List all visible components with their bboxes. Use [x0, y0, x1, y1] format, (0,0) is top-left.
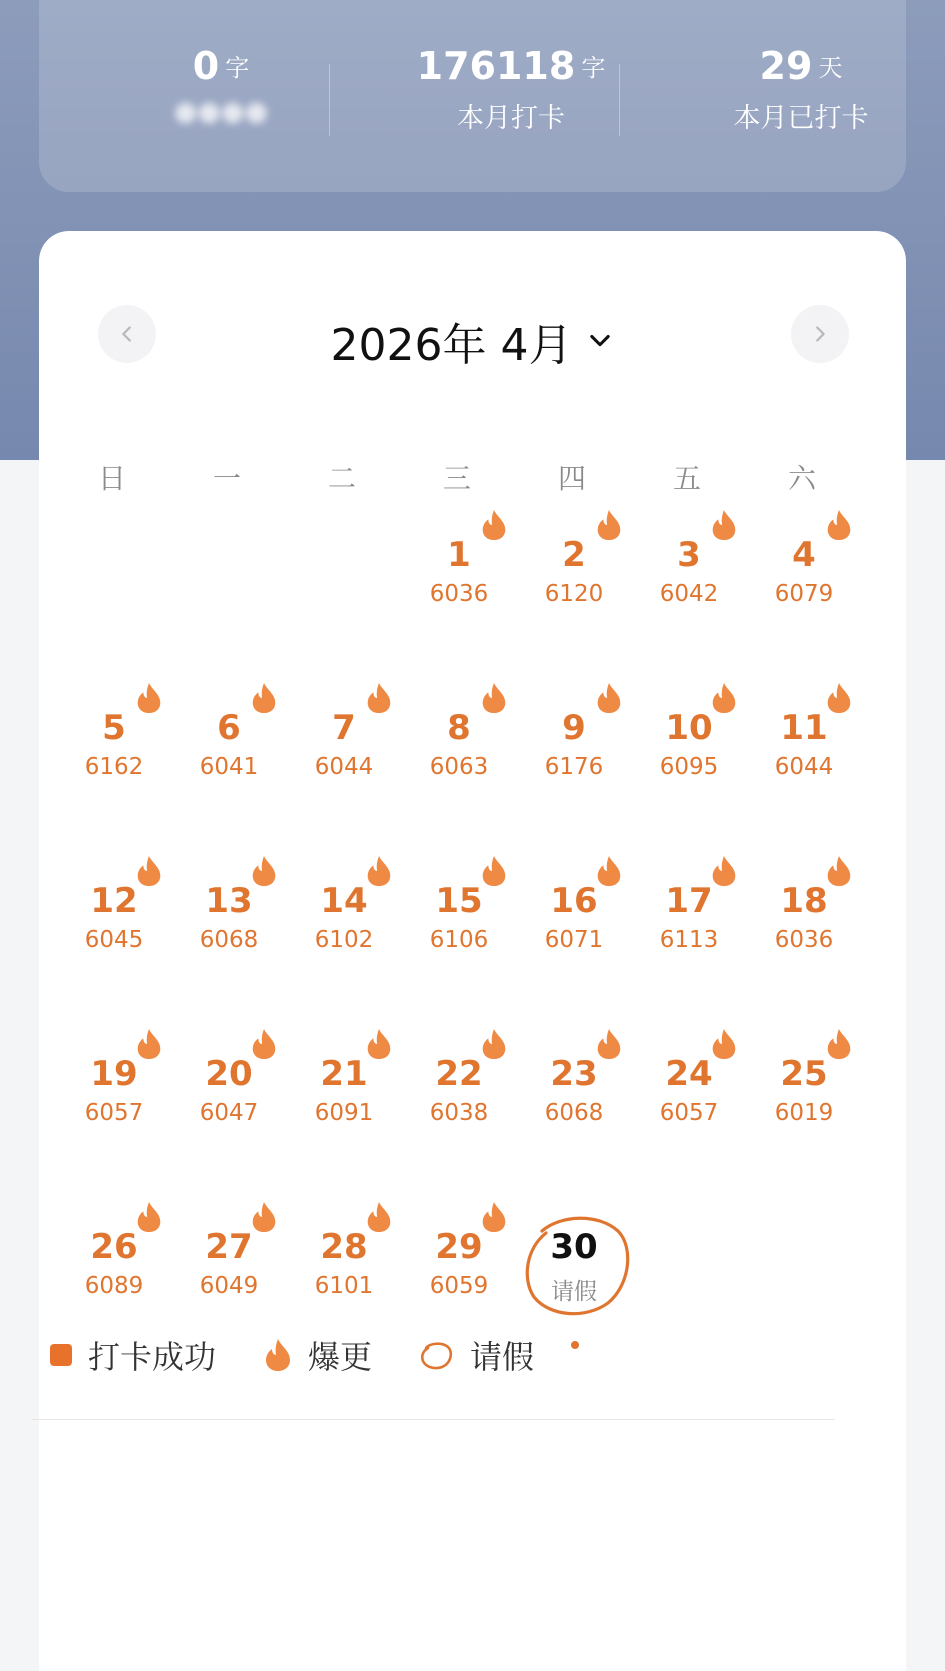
day-number: 21 — [320, 1054, 368, 1094]
legend — [50, 1330, 582, 1380]
flame-icon — [595, 509, 623, 541]
flame-icon — [365, 682, 393, 714]
calendar-day[interactable] — [172, 682, 286, 812]
day-word-count: 6101 — [314, 1273, 374, 1299]
calendar-day[interactable] — [747, 509, 861, 639]
calendar-day-today[interactable] — [517, 1201, 631, 1331]
calendar-day[interactable] — [287, 1028, 401, 1158]
calendar-day[interactable] — [632, 509, 746, 639]
day-number: 10 — [665, 708, 713, 748]
calendar-day[interactable] — [287, 682, 401, 812]
flame-icon — [250, 855, 278, 887]
day-number: 17 — [665, 881, 713, 921]
day-word-count: 6038 — [429, 1100, 489, 1126]
day-number: 11 — [780, 708, 828, 748]
day-number: 24 — [665, 1054, 713, 1094]
day-number: 12 — [90, 881, 138, 921]
flame-icon — [250, 682, 278, 714]
next-month-button[interactable] — [791, 305, 849, 363]
day-word-count: 6044 — [314, 754, 374, 780]
flame-icon — [365, 855, 393, 887]
calendar-day[interactable] — [57, 682, 171, 812]
calendar-day[interactable] — [172, 1028, 286, 1158]
summary-value: 29 — [759, 44, 813, 88]
flame-icon — [135, 1201, 163, 1233]
day-number: 18 — [780, 881, 828, 921]
day-number: 13 — [205, 881, 253, 921]
calendar-day[interactable] — [747, 682, 861, 812]
calendar-day[interactable] — [287, 855, 401, 985]
day-number: 14 — [320, 881, 368, 921]
flame-icon — [135, 1028, 163, 1060]
flame-icon — [135, 855, 163, 887]
day-word-count: 6071 — [544, 927, 604, 953]
summary-unit: 天 — [818, 54, 843, 82]
day-word-count: 6041 — [199, 754, 259, 780]
weekday-label: 二 — [327, 462, 356, 495]
calendar-day[interactable] — [172, 855, 286, 985]
flame-icon — [710, 855, 738, 887]
day-word-count: 6089 — [84, 1273, 144, 1299]
flame-icon — [595, 682, 623, 714]
bottom-divider — [32, 1419, 835, 1420]
day-number: 26 — [90, 1227, 138, 1267]
day-word-count: 6095 — [659, 754, 719, 780]
weekday-label: 五 — [672, 462, 701, 495]
summary-card — [39, 0, 906, 192]
flame-icon — [480, 682, 508, 714]
summary-month-days — [656, 44, 945, 135]
month-selector[interactable] — [39, 309, 906, 373]
day-word-count: 6059 — [429, 1273, 489, 1299]
calendar-card — [39, 231, 906, 1671]
day-word-count: 6113 — [659, 927, 719, 953]
flame-icon — [250, 1028, 278, 1060]
flame-icon — [710, 682, 738, 714]
summary-divider — [619, 64, 620, 136]
summary-today-words — [76, 44, 366, 127]
weekday-label: 六 — [787, 462, 816, 495]
calendar-day[interactable] — [57, 855, 171, 985]
weekday-header — [57, 457, 861, 497]
summary-value: 0 — [192, 44, 220, 88]
day-number: 25 — [780, 1054, 828, 1094]
day-number: 27 — [205, 1227, 253, 1267]
calendar-day[interactable] — [402, 855, 516, 985]
ring-icon — [420, 1340, 454, 1370]
flame-icon — [250, 1201, 278, 1233]
day-number: 3 — [677, 535, 701, 575]
calendar-day[interactable] — [632, 855, 746, 985]
day-word-count: 6057 — [84, 1100, 144, 1126]
flame-icon — [264, 1338, 292, 1372]
calendar-day[interactable] — [402, 509, 516, 639]
day-status: 请假 — [551, 1279, 597, 1305]
leave-ring-icon — [520, 1207, 634, 1327]
day-number: 29 — [435, 1227, 483, 1267]
calendar-day[interactable] — [517, 509, 631, 639]
legend-burst — [264, 1332, 372, 1378]
day-number: 5 — [102, 708, 126, 748]
summary-label: 本月已打卡 — [733, 103, 869, 134]
day-word-count: 6162 — [84, 754, 144, 780]
day-number: 2 — [562, 535, 586, 575]
legend-label: 请假 — [470, 1338, 535, 1376]
weekday-label: 三 — [442, 462, 471, 495]
day-number: 7 — [332, 708, 356, 748]
flame-icon — [135, 682, 163, 714]
calendar-day[interactable] — [632, 1028, 746, 1158]
chevron-right-icon — [809, 323, 831, 345]
day-number: 20 — [205, 1054, 253, 1094]
calendar-day[interactable] — [402, 1028, 516, 1158]
day-number: 16 — [550, 881, 598, 921]
legend-label: 爆更 — [308, 1338, 373, 1376]
flame-icon — [480, 1028, 508, 1060]
calendar-day[interactable] — [747, 1028, 861, 1158]
calendar-day[interactable] — [172, 1201, 286, 1331]
day-number: 4 — [792, 535, 816, 575]
day-word-count: 6091 — [314, 1100, 374, 1126]
day-word-count: 6019 — [774, 1100, 834, 1126]
legend-checkin — [50, 1332, 216, 1378]
flame-icon — [480, 855, 508, 887]
flame-icon — [595, 855, 623, 887]
month-title: 2026年 4月 — [330, 320, 573, 371]
day-number: 30 — [550, 1227, 598, 1267]
day-word-count: 6068 — [199, 927, 259, 953]
summary-divider — [329, 64, 330, 136]
day-word-count: 6036 — [774, 927, 834, 953]
day-word-count: 6079 — [774, 581, 834, 607]
day-word-count: 6057 — [659, 1100, 719, 1126]
calendar-day[interactable] — [517, 682, 631, 812]
day-number: 8 — [447, 708, 471, 748]
weekday-label: 日 — [97, 462, 126, 495]
day-word-count: 6045 — [84, 927, 144, 953]
checkin-square-icon — [50, 1344, 72, 1366]
calendar-day[interactable] — [517, 1028, 631, 1158]
flame-icon — [365, 1028, 393, 1060]
calendar-day[interactable] — [747, 855, 861, 985]
calendar-day[interactable] — [402, 1201, 516, 1331]
day-word-count: 6106 — [429, 927, 489, 953]
day-word-count: 6102 — [314, 927, 374, 953]
day-number: 23 — [550, 1054, 598, 1094]
day-word-count: 6063 — [429, 754, 489, 780]
calendar-day[interactable] — [57, 1201, 171, 1331]
calendar-day[interactable] — [632, 682, 746, 812]
legend-leave — [420, 1332, 534, 1378]
day-number: 19 — [90, 1054, 138, 1094]
flame-icon — [825, 509, 853, 541]
day-number: 1 — [447, 535, 471, 575]
flame-icon — [595, 1028, 623, 1060]
flame-icon — [710, 1028, 738, 1060]
day-word-count: 6044 — [774, 754, 834, 780]
chevron-down-icon — [586, 326, 614, 354]
summary-value: 176118 — [416, 44, 576, 88]
summary-unit: 字 — [581, 54, 606, 82]
summary-unit: 字 — [225, 54, 250, 82]
day-word-count: 6049 — [199, 1273, 259, 1299]
summary-label-blurred: ●●●● — [173, 96, 269, 127]
calendar-day[interactable] — [517, 855, 631, 985]
day-word-count: 6047 — [199, 1100, 259, 1126]
legend-label: 打卡成功 — [88, 1338, 217, 1376]
flame-icon — [825, 855, 853, 887]
day-number: 22 — [435, 1054, 483, 1094]
calendar-day[interactable] — [57, 1028, 171, 1158]
summary-month-words — [366, 44, 656, 135]
day-number: 9 — [562, 708, 586, 748]
flame-icon — [825, 682, 853, 714]
flame-icon — [480, 509, 508, 541]
flame-icon — [825, 1028, 853, 1060]
calendar-day[interactable] — [287, 1201, 401, 1331]
calendar-day[interactable] — [402, 682, 516, 812]
day-word-count: 6120 — [544, 581, 604, 607]
day-word-count: 6176 — [544, 754, 604, 780]
weekday-label: 一 — [212, 462, 241, 495]
day-word-count: 6042 — [659, 581, 719, 607]
day-word-count: 6036 — [429, 581, 489, 607]
day-word-count: 6068 — [544, 1100, 604, 1126]
flame-icon — [480, 1201, 508, 1233]
weekday-label: 四 — [557, 462, 586, 495]
day-number: 6 — [217, 708, 241, 748]
summary-label: 本月打卡 — [457, 103, 565, 134]
day-number: 15 — [435, 881, 483, 921]
day-number: 28 — [320, 1227, 368, 1267]
flame-icon — [710, 509, 738, 541]
flame-icon — [365, 1201, 393, 1233]
